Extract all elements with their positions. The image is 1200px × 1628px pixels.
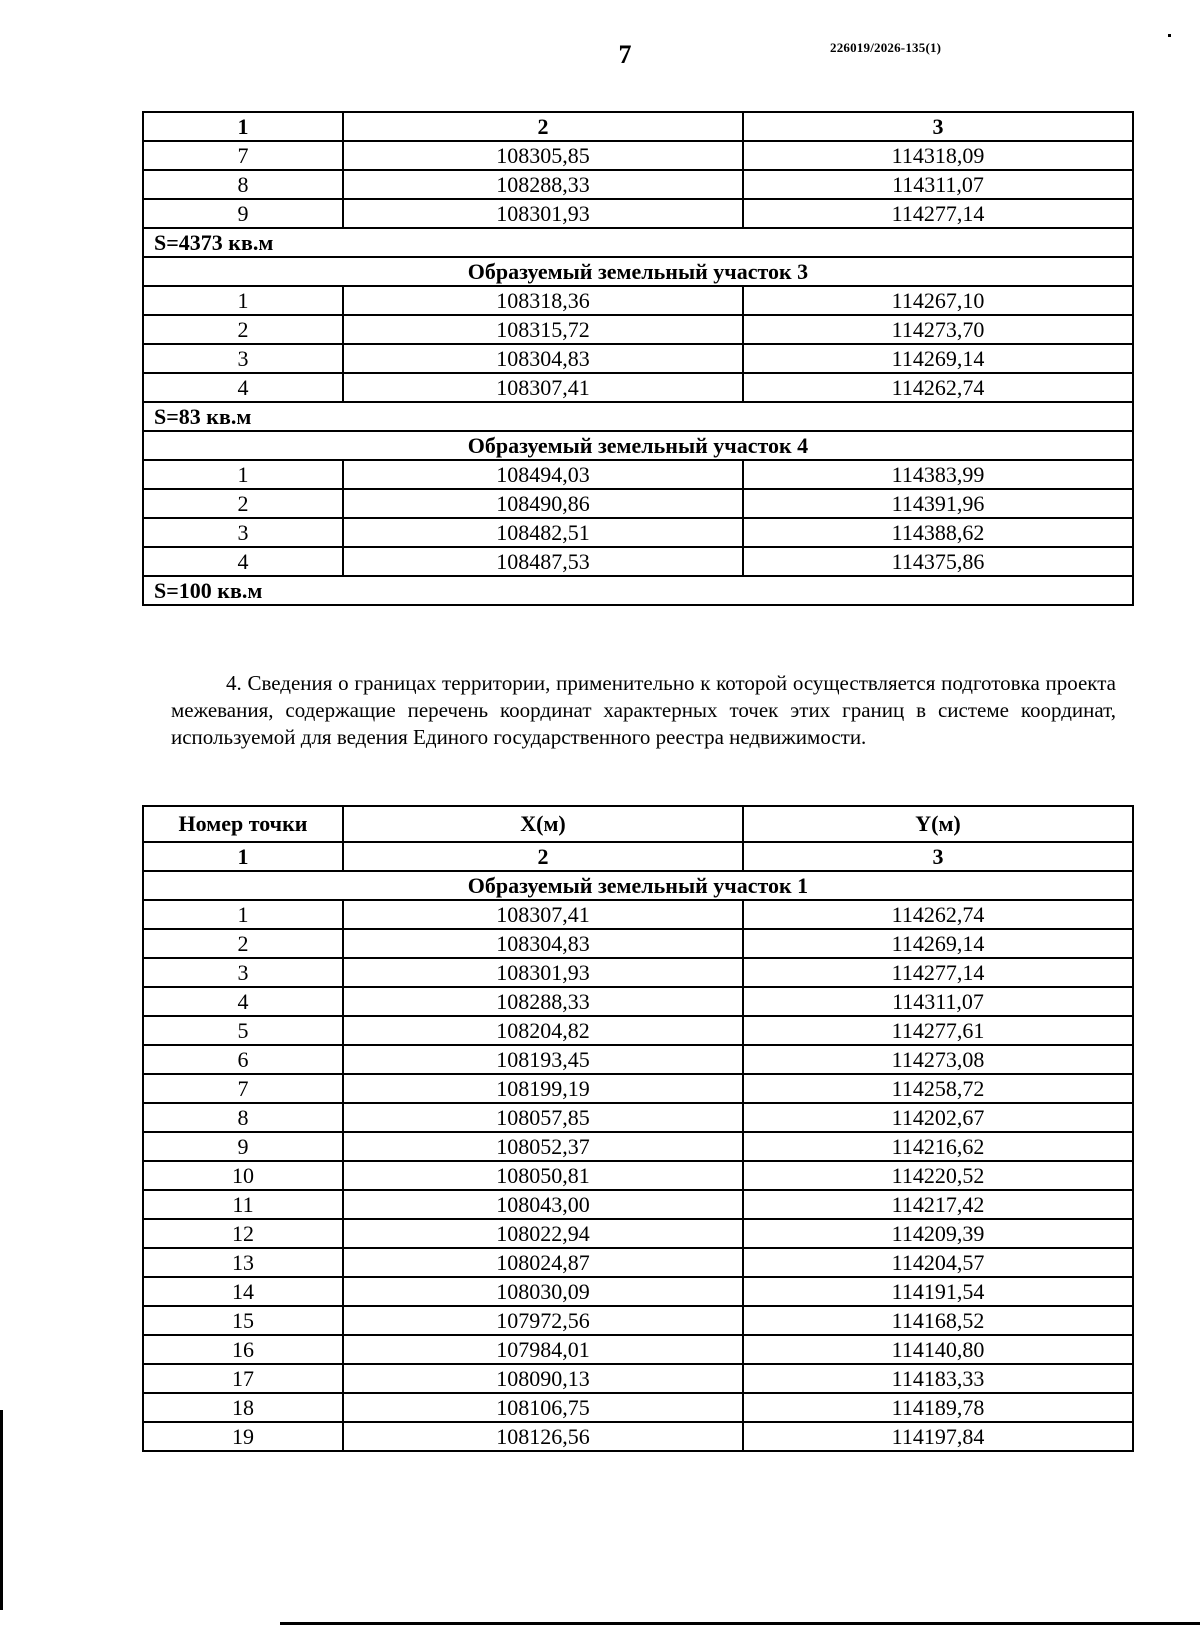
point-number: 11 xyxy=(143,1190,343,1219)
point-number: 7 xyxy=(143,1074,343,1103)
x-coordinate: 108307,41 xyxy=(343,373,743,402)
y-coordinate: 114311,07 xyxy=(743,987,1133,1016)
x-coordinate: 108288,33 xyxy=(343,987,743,1016)
column-number-cell: 1 xyxy=(143,112,343,141)
column-number-row xyxy=(143,112,1133,141)
x-coordinate: 108043,00 xyxy=(343,1190,743,1219)
x-coordinate: 108482,51 xyxy=(343,518,743,547)
area-value: S=4373 кв.м xyxy=(143,228,1133,257)
table-row xyxy=(143,1074,1133,1103)
table-row xyxy=(143,199,1133,228)
point-number: 19 xyxy=(143,1422,343,1451)
point-number: 10 xyxy=(143,1161,343,1190)
x-coordinate: 108024,87 xyxy=(343,1248,743,1277)
table-row xyxy=(143,958,1133,987)
table-row xyxy=(143,1306,1133,1335)
point-number: 4 xyxy=(143,547,343,576)
table-row xyxy=(143,170,1133,199)
point-number: 6 xyxy=(143,1045,343,1074)
x-coordinate: 108301,93 xyxy=(343,199,743,228)
y-coordinate: 114318,09 xyxy=(743,141,1133,170)
y-coordinate: 114183,33 xyxy=(743,1364,1133,1393)
x-coordinate: 108106,75 xyxy=(343,1393,743,1422)
point-number: 3 xyxy=(143,518,343,547)
area-row xyxy=(143,576,1133,605)
point-number: 7 xyxy=(143,141,343,170)
x-coordinate: 108318,36 xyxy=(343,286,743,315)
x-coordinate: 108288,33 xyxy=(343,170,743,199)
coordinates-table-continued xyxy=(142,111,1134,606)
point-number: 2 xyxy=(143,929,343,958)
y-coordinate: 114277,61 xyxy=(743,1016,1133,1045)
document-code: 226019/2026-135(1) xyxy=(830,40,942,55)
table-row xyxy=(143,1277,1133,1306)
column-number-cell: 2 xyxy=(343,842,743,871)
point-number: 18 xyxy=(143,1393,343,1422)
table-row xyxy=(143,1219,1133,1248)
area-value: S=83 кв.м xyxy=(143,402,1133,431)
x-coordinate: 108304,83 xyxy=(343,344,743,373)
y-coordinate: 114311,07 xyxy=(743,170,1133,199)
x-coordinate: 108022,94 xyxy=(343,1219,743,1248)
table-row xyxy=(143,1016,1133,1045)
table-row xyxy=(143,489,1133,518)
x-coordinate: 108057,85 xyxy=(343,1103,743,1132)
coordinates-table-continued-body xyxy=(143,112,1133,605)
x-coordinate: 108305,85 xyxy=(343,141,743,170)
x-coordinate: 108494,03 xyxy=(343,460,743,489)
area-row xyxy=(143,228,1133,257)
y-coordinate: 114375,86 xyxy=(743,547,1133,576)
y-coordinate: 114269,14 xyxy=(743,929,1133,958)
y-coordinate: 114168,52 xyxy=(743,1306,1133,1335)
section-title: Образуемый земельный участок 3 xyxy=(143,257,1133,286)
point-number: 13 xyxy=(143,1248,343,1277)
point-number: 1 xyxy=(143,900,343,929)
table-row xyxy=(143,1422,1133,1451)
y-coordinate: 114217,42 xyxy=(743,1190,1133,1219)
section-title-row xyxy=(143,431,1133,460)
table-row xyxy=(143,315,1133,344)
table-row xyxy=(143,344,1133,373)
x-coordinate: 108204,82 xyxy=(343,1016,743,1045)
column-number-row xyxy=(143,842,1133,871)
point-number: 8 xyxy=(143,1103,343,1132)
page-number: 7 xyxy=(618,40,632,69)
x-coordinate: 107984,01 xyxy=(343,1335,743,1364)
point-number: 12 xyxy=(143,1219,343,1248)
point-number: 3 xyxy=(143,958,343,987)
y-coordinate: 114216,62 xyxy=(743,1132,1133,1161)
section-title-row xyxy=(143,871,1133,900)
x-coordinate: 108126,56 xyxy=(343,1422,743,1451)
y-coordinate: 114258,72 xyxy=(743,1074,1133,1103)
point-number: 8 xyxy=(143,170,343,199)
table-row xyxy=(143,518,1133,547)
y-coordinate: 114262,74 xyxy=(743,900,1133,929)
point-number: 15 xyxy=(143,1306,343,1335)
table-row xyxy=(143,141,1133,170)
y-coordinate: 114391,96 xyxy=(743,489,1133,518)
y-coordinate: 114269,14 xyxy=(743,344,1133,373)
x-coordinate: 108490,86 xyxy=(343,489,743,518)
area-row xyxy=(143,402,1133,431)
column-number-cell: 3 xyxy=(743,112,1133,141)
header-row xyxy=(143,806,1133,842)
point-number: 14 xyxy=(143,1277,343,1306)
y-coordinate: 114273,70 xyxy=(743,315,1133,344)
x-coordinate: 108487,53 xyxy=(343,547,743,576)
y-coordinate: 114189,78 xyxy=(743,1393,1133,1422)
y-coordinate: 114197,84 xyxy=(743,1422,1133,1451)
y-coordinate: 114267,10 xyxy=(743,286,1133,315)
point-number: 2 xyxy=(143,315,343,344)
column-header: Y(м) xyxy=(743,806,1133,842)
y-coordinate: 114220,52 xyxy=(743,1161,1133,1190)
x-coordinate: 108052,37 xyxy=(343,1132,743,1161)
y-coordinate: 114204,57 xyxy=(743,1248,1133,1277)
table-row xyxy=(143,1364,1133,1393)
x-coordinate: 108090,13 xyxy=(343,1364,743,1393)
x-coordinate: 108307,41 xyxy=(343,900,743,929)
table-row xyxy=(143,547,1133,576)
scan-edge-dot xyxy=(1168,34,1171,37)
column-number-cell: 3 xyxy=(743,842,1133,871)
table-row xyxy=(143,1161,1133,1190)
table-row xyxy=(143,1132,1133,1161)
scan-edge-mark-left xyxy=(0,1410,3,1610)
x-coordinate: 108304,83 xyxy=(343,929,743,958)
point-number: 17 xyxy=(143,1364,343,1393)
point-number: 4 xyxy=(143,987,343,1016)
point-number: 1 xyxy=(143,286,343,315)
table-row xyxy=(143,1335,1133,1364)
point-number: 9 xyxy=(143,1132,343,1161)
column-number-cell: 2 xyxy=(343,112,743,141)
table-row xyxy=(143,1103,1133,1132)
table-row xyxy=(143,987,1133,1016)
section-4-paragraph: 4. Сведения о границах территории, применительно к которой осуществляется подготовка проекта межевания, содержащие перечень координат характерных точек этих границ в системе координат, используемой для ведения Единого государственного реестра недвижимости. xyxy=(171,671,1116,749)
y-coordinate: 114140,80 xyxy=(743,1335,1133,1364)
y-coordinate: 114277,14 xyxy=(743,958,1133,987)
table-row xyxy=(143,900,1133,929)
table-row xyxy=(143,1190,1133,1219)
y-coordinate: 114388,62 xyxy=(743,518,1133,547)
table-row xyxy=(143,373,1133,402)
x-coordinate: 108030,09 xyxy=(343,1277,743,1306)
point-number: 3 xyxy=(143,344,343,373)
y-coordinate: 114273,08 xyxy=(743,1045,1133,1074)
y-coordinate: 114202,67 xyxy=(743,1103,1133,1132)
y-coordinate: 114191,54 xyxy=(743,1277,1133,1306)
x-coordinate: 108193,45 xyxy=(343,1045,743,1074)
x-coordinate: 107972,56 xyxy=(343,1306,743,1335)
section-title: Образуемый земельный участок 4 xyxy=(143,431,1133,460)
column-number-cell: 1 xyxy=(143,842,343,871)
x-coordinate: 108301,93 xyxy=(343,958,743,987)
y-coordinate: 114277,14 xyxy=(743,199,1133,228)
x-coordinate: 108199,19 xyxy=(343,1074,743,1103)
scan-edge-mark-bottom xyxy=(280,1622,1200,1625)
table-row xyxy=(143,929,1133,958)
territory-boundary-table-body xyxy=(143,806,1133,1451)
y-coordinate: 114262,74 xyxy=(743,373,1133,402)
section-title: Образуемый земельный участок 1 xyxy=(143,871,1133,900)
y-coordinate: 114383,99 xyxy=(743,460,1133,489)
y-coordinate: 114209,39 xyxy=(743,1219,1133,1248)
section-title-row xyxy=(143,257,1133,286)
point-number: 2 xyxy=(143,489,343,518)
point-number: 1 xyxy=(143,460,343,489)
column-header: X(м) xyxy=(343,806,743,842)
point-number: 4 xyxy=(143,373,343,402)
table-row xyxy=(143,286,1133,315)
column-header: Номер точки xyxy=(143,806,343,842)
point-number: 9 xyxy=(143,199,343,228)
point-number: 16 xyxy=(143,1335,343,1364)
table-row xyxy=(143,460,1133,489)
table-row xyxy=(143,1248,1133,1277)
territory-boundary-table xyxy=(142,805,1134,1452)
table-row xyxy=(143,1393,1133,1422)
table-row xyxy=(143,1045,1133,1074)
x-coordinate: 108050,81 xyxy=(343,1161,743,1190)
x-coordinate: 108315,72 xyxy=(343,315,743,344)
point-number: 5 xyxy=(143,1016,343,1045)
area-value: S=100 кв.м xyxy=(143,576,1133,605)
